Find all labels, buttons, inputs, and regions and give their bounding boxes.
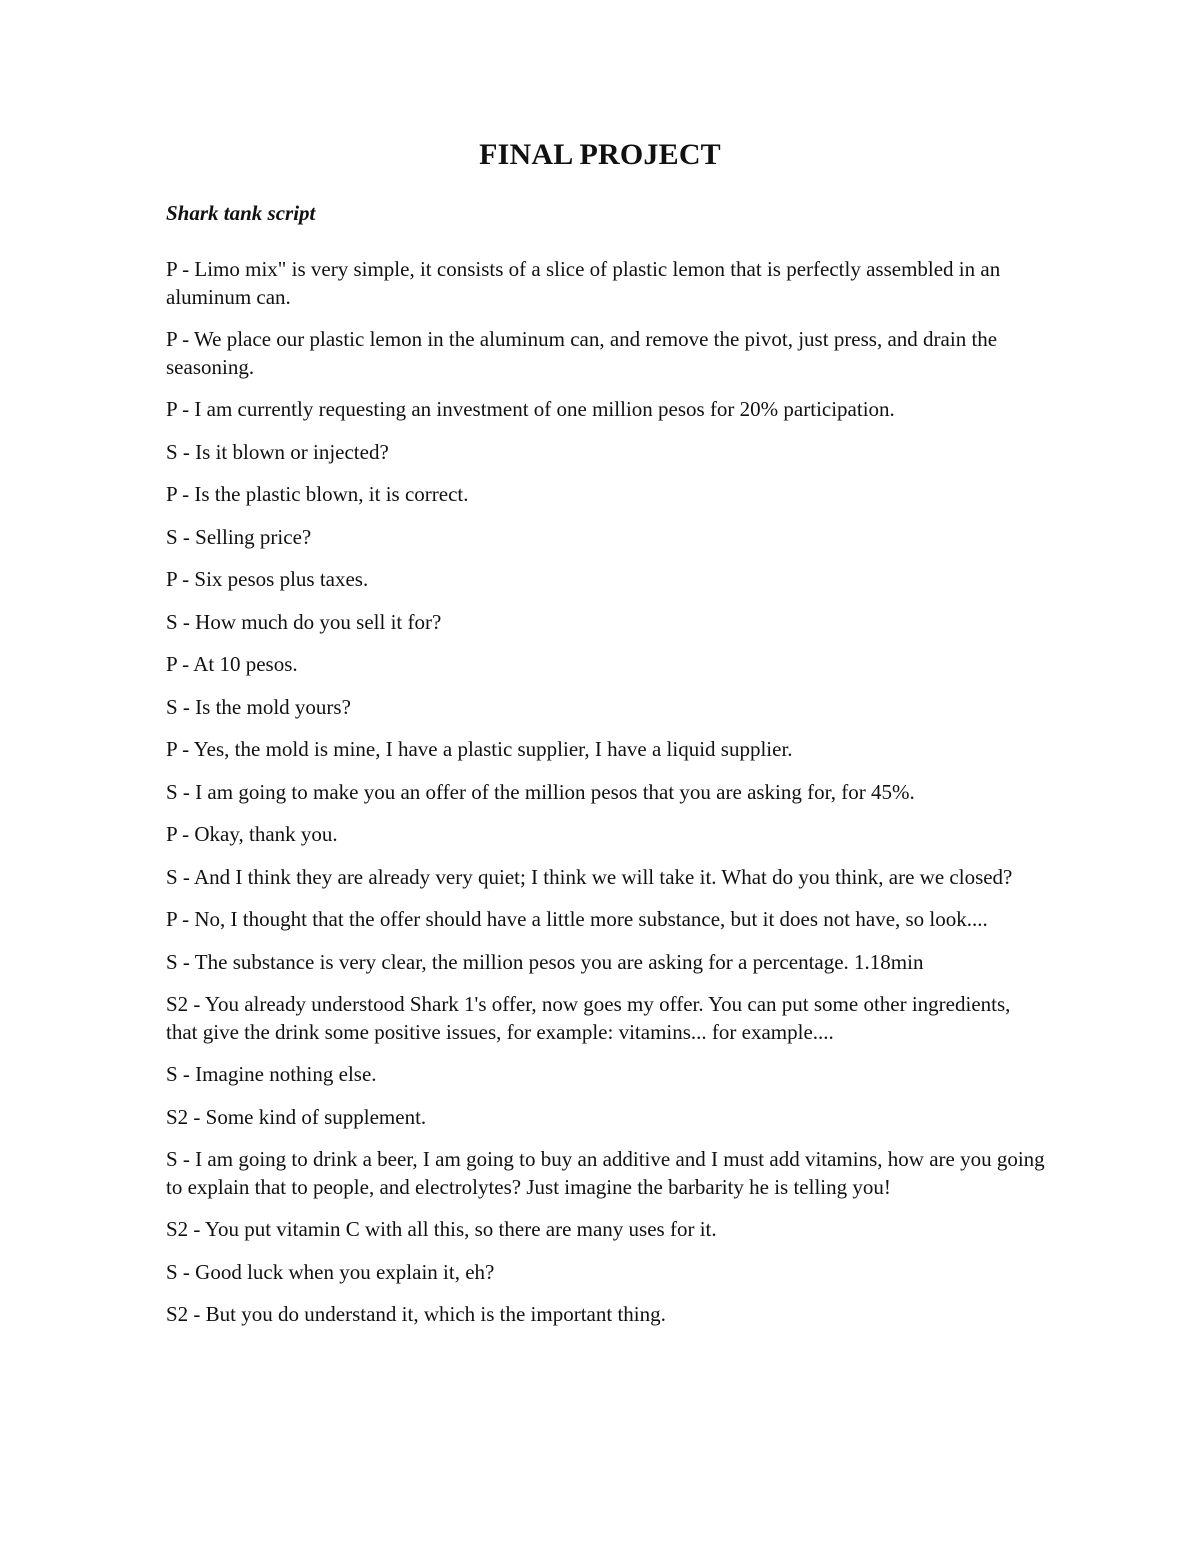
script-line: P - No, I thought that the offer should have a little more substance, but it does not have, so look.... — [166, 907, 988, 931]
script-line: S2 - You put vitamin C with all this, so there are many uses for it. — [166, 1217, 717, 1241]
script-line: S - The substance is very clear, the million pesos you are asking for a percentage. 1.18min — [166, 949, 924, 974]
script-body — [166, 256, 1046, 1344]
script-line: S - Selling price? — [166, 524, 312, 549]
script-line: S2 - Some kind of supplement. — [166, 1104, 427, 1129]
script-line: P - Six pesos plus taxes. — [166, 567, 369, 591]
script-line: S - Good luck when you explain it, eh? — [166, 1259, 495, 1284]
script-line: S - Imagine nothing else. — [166, 1062, 377, 1086]
script-line: S2 - You already understood Shark 1's offer, now goes my offer. You can put some other ingredients, that give the drink some positive issues, for example: vitamins... for example.... — [166, 992, 1011, 1044]
script-line: P - Limo mix" is very simple, it consists of a slice of plastic lemon that is perfectly assembled in an aluminum can. — [166, 257, 1001, 309]
script-line: S - I am going to make you an offer of the million pesos that you are asking for, for 45%. — [166, 779, 915, 804]
section-subtitle: Shark tank script — [166, 201, 316, 225]
script-line: P - Yes, the mold is mine, I have a plastic supplier, I have a liquid supplier. — [166, 737, 793, 761]
script-line: S2 - But you do understand it, which is the important thing. — [166, 1302, 666, 1326]
script-line: P - Is the plastic blown, it is correct. — [166, 482, 469, 506]
script-line: S - Is the mold yours? — [166, 694, 351, 719]
script-line: S - I am going to drink a beer, I am going to buy an additive and I must add vitamins, how are you going to explain that to people, and electrolytes? Just imagine the barbarity he is telling you! — [166, 1147, 1045, 1199]
page-title: FINAL PROJECT — [479, 138, 721, 171]
script-line: P - At 10 pesos. — [166, 652, 298, 676]
script-line: P - Okay, thank you. — [166, 822, 338, 846]
script-line: P - We place our plastic lemon in the aluminum can, and remove the pivot, just press, and drain the seasoning. — [166, 327, 998, 379]
script-line: S - Is it blown or injected? — [166, 439, 389, 464]
script-line: S - How much do you sell it for? — [166, 609, 442, 634]
script-line: S - And I think they are already very quiet; I think we will take it. What do you think, are we closed? — [166, 864, 1013, 889]
script-line: P - I am currently requesting an investment of one million pesos for 20% participation. — [166, 397, 895, 421]
